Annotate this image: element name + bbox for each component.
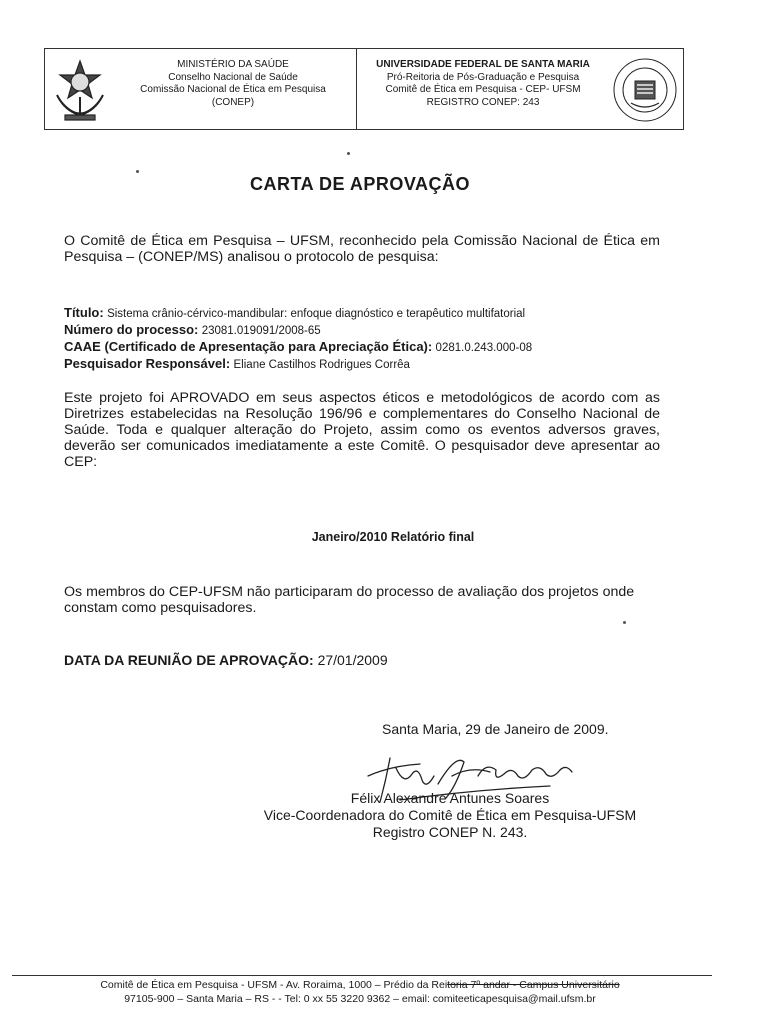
protocol-fields xyxy=(64,305,704,373)
intro-paragraph: O Comitê de Ética em Pesquisa – UFSM, reconhecido pela Comissão Nacional de Ética em Pesquisa – (CONEP/MS) analisou o protocolo de pesquisa: xyxy=(64,233,660,265)
report-deadline: Janeiro/2010 Relatório final xyxy=(311,530,475,544)
pesquisador-value: Eliane Castilhos Rodrigues Corrêa xyxy=(233,359,410,371)
field-titulo xyxy=(64,305,704,322)
caae-label: CAAE (Certificado de Apresentação para Apreciação Ética): xyxy=(64,339,433,354)
footer-contact: 97105-900 – Santa Maria – RS - - Tel: 0 xx 55 3220 9362 – email: comiteeticapesquisa@mail.ufsm.br xyxy=(124,993,596,1005)
signature-block xyxy=(240,790,660,841)
footer-address-line xyxy=(0,978,720,992)
university-name: UNIVERSIDADE FEDERAL DE SANTA MARIA xyxy=(376,59,590,70)
pro-rectory-name: Pró-Reitoria de Pós-Graduação e Pesquisa xyxy=(386,71,580,83)
footer-address: Comitê de Ética em Pesquisa - UFSM - Av. Roraima, 1000 – Prédio da Rei xyxy=(100,979,448,991)
letterhead-ministry xyxy=(113,59,353,109)
scan-speck xyxy=(623,621,626,624)
footer xyxy=(0,978,720,1006)
processo-value: 23081.019091/2008-65 xyxy=(201,325,321,337)
brazil-coat-of-arms-icon xyxy=(51,57,109,123)
field-caae xyxy=(64,339,704,356)
pesquisador-label: Pesquisador Responsável: xyxy=(64,356,231,371)
council-name: Conselho Nacional de Saúde xyxy=(168,71,298,83)
header-divider xyxy=(356,49,357,129)
caae-value: 0281.0.243.000-08 xyxy=(435,342,533,354)
scan-speck xyxy=(347,152,350,155)
commission-acronym: (CONEP) xyxy=(211,96,255,108)
scan-speck xyxy=(136,170,139,173)
document-title: CARTA DE APROVAÇÃO xyxy=(250,174,470,194)
university-seal-icon xyxy=(611,55,679,125)
titulo-label: Título: xyxy=(64,305,104,320)
field-pesquisador xyxy=(64,356,704,373)
signer-registry: Registro CONEP N. 243. xyxy=(372,824,528,840)
commission-name: Comissão Nacional de Ética em Pesquisa xyxy=(140,84,326,95)
ministry-name: MINISTÉRIO DA SAÚDE xyxy=(177,59,289,70)
footer-rule xyxy=(12,975,712,976)
processo-label: Número do processo: xyxy=(64,322,199,337)
signer-name: Félix Alexandre Antunes Soares xyxy=(350,790,550,806)
conep-registry: REGISTRO CONEP: 243 xyxy=(426,96,540,108)
committee-name: Comitê de Ética em Pesquisa - CEP- UFSM xyxy=(385,84,581,95)
signer-role: Vice-Coordenadora do Comitê de Ética em Pesquisa-UFSM xyxy=(263,807,637,823)
titulo-value: Sistema crânio-cérvico-mandibular: enfoque diagnóstico e terapêutico multifatorial xyxy=(107,308,526,320)
letterhead-university xyxy=(363,59,603,109)
letterhead xyxy=(44,48,684,130)
footer-address-struck: toria 7º andar - Campus Universitário xyxy=(447,979,620,991)
field-processo xyxy=(64,322,704,339)
meeting-date-value: 27/01/2009 xyxy=(317,652,388,668)
approval-paragraph: Este projeto foi APROVADO em seus aspectos éticos e metodológicos de acordo com as Diretrizes estabelecidas na Resolução 196/96 e complementares do Conselho Nacional de Saúde. Toda e qualquer alteração do Projeto, assim como os eventos adversos graves, deverão ser comunicados imediatamente a este Comitê. O pesquisador deve apresentar ao CEP: xyxy=(64,390,660,470)
meeting-date-label: DATA DA REUNIÃO DE APROVAÇÃO: xyxy=(64,652,314,668)
members-paragraph: Os membros do CEP-UFSM não participaram do processo de avaliação dos projetos onde constam como pesquisadores. xyxy=(64,584,635,616)
place-date: Santa Maria, 29 de Janeiro de 2009. xyxy=(382,721,609,737)
meeting-date xyxy=(64,652,388,668)
